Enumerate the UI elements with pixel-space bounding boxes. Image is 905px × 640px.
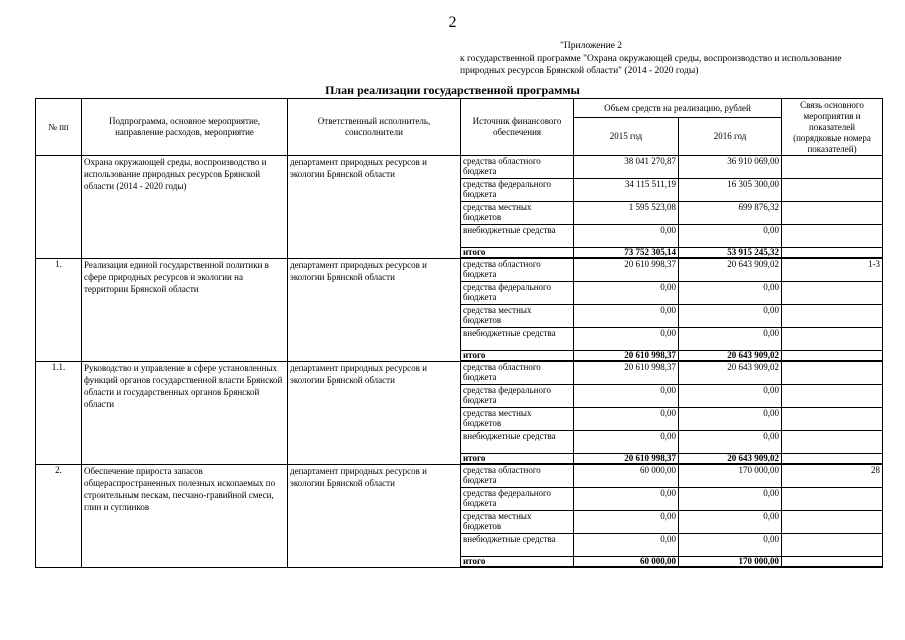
row-number: 2. [36, 464, 82, 567]
funding-source [461, 534, 574, 557]
funding-source-label: внебюджетные средства [463, 328, 556, 338]
funding-source [461, 464, 574, 488]
total-label: итого [461, 454, 574, 465]
indicator-link [782, 179, 883, 202]
amount-2015: 0,00 [574, 385, 679, 408]
total-2016: 170 000,00 [679, 557, 782, 568]
indicator-link [782, 305, 883, 328]
header-num: № пп [36, 99, 82, 156]
total-2015: 20 610 998,37 [574, 351, 679, 362]
amount-2016: 0,00 [679, 282, 782, 305]
total-2015: 60 000,00 [574, 557, 679, 568]
funding-source [461, 258, 574, 282]
amount-2015: 20 610 998,37 [574, 361, 679, 385]
funding-source [461, 385, 574, 408]
amount-2016: 0,00 [679, 225, 782, 248]
indicator-link [782, 534, 883, 557]
indicator-link [782, 385, 883, 408]
funding-source [461, 156, 574, 179]
indicator-link [782, 328, 883, 351]
total-2015: 20 610 998,37 [574, 454, 679, 465]
executor: департамент природных ресурсов и экологии Брянской области [288, 156, 461, 259]
funding-source-label: средства областного бюджета [463, 259, 541, 279]
amount-2016: 170 000,00 [679, 464, 782, 488]
table-row [36, 156, 883, 179]
appendix-note [460, 40, 890, 78]
amount-2016: 0,00 [679, 534, 782, 557]
funding-source-label: средства местных бюджетов [463, 202, 532, 222]
amount-2015: 38 041 270,87 [574, 156, 679, 179]
total-label: итого [461, 248, 574, 259]
table-header [36, 99, 883, 156]
amount-2015: 0,00 [574, 408, 679, 431]
indicator-link [782, 557, 883, 568]
amount-2015: 0,00 [574, 225, 679, 248]
funding-source [461, 488, 574, 511]
executor: департамент природных ресурсов и экологии Брянской области [288, 464, 461, 567]
funding-source-label: средства федерального бюджета [463, 385, 551, 405]
amount-2016: 0,00 [679, 408, 782, 431]
amount-2016: 16 305 300,00 [679, 179, 782, 202]
funding-source [461, 282, 574, 305]
row-number: 1. [36, 258, 82, 361]
indicator-link [782, 361, 883, 385]
total-2015: 73 752 305,14 [574, 248, 679, 259]
table-row [36, 464, 883, 488]
header-source: Источник финансового обеспечения [461, 99, 574, 156]
indicator-link [782, 408, 883, 431]
amount-2016: 36 910 069,00 [679, 156, 782, 179]
indicator-link [782, 156, 883, 179]
table-row [36, 258, 883, 282]
indicator-link: 1-3 [782, 258, 883, 282]
indicator-link [782, 225, 883, 248]
activity-name: Обеспечение прироста запасов общераспространенных полезных ископаемых по строительным пескам, песчано-гравийной смеси, глин и суглинков [82, 464, 288, 567]
funding-source [461, 225, 574, 248]
document-title: План реализации государственной программы [325, 83, 580, 97]
header-year-2016: 2016 год [679, 118, 782, 156]
funding-source [461, 511, 574, 534]
header-name: Подпрограмма, основное мероприятие, направление расходов, мероприятие [82, 99, 288, 156]
amount-2015: 0,00 [574, 488, 679, 511]
plan-table [35, 98, 883, 568]
activity-name: Охрана окружающей среды, воспроизводство и использование природных ресурсов Брянской области (2014 - 2020 годы) [82, 156, 288, 259]
amount-2015: 0,00 [574, 282, 679, 305]
indicator-link [782, 488, 883, 511]
funding-source-label: средства местных бюджетов [463, 305, 532, 325]
funding-source [461, 179, 574, 202]
amount-2016: 0,00 [679, 431, 782, 454]
amount-2015: 20 610 998,37 [574, 258, 679, 282]
amount-2015: 0,00 [574, 328, 679, 351]
amount-2015: 0,00 [574, 305, 679, 328]
indicator-link [782, 282, 883, 305]
total-label: итого [461, 557, 574, 568]
appendix-line-2: к государственной программе "Охрана окружающей среды, воспроизводство и использование [460, 53, 842, 64]
appendix-line-1: "Приложение 2 [560, 41, 622, 51]
funding-source-label: средства областного бюджета [463, 156, 541, 176]
amount-2016: 0,00 [679, 305, 782, 328]
funding-source-label: средства местных бюджетов [463, 511, 532, 531]
amount-2016: 20 643 909,02 [679, 361, 782, 385]
funding-source [461, 305, 574, 328]
funding-source [461, 328, 574, 351]
row-number [36, 156, 82, 259]
table-row [36, 361, 883, 385]
header-executor: Ответственный исполнитель, соисполнители [288, 99, 461, 156]
funding-source-label: средства федерального бюджета [463, 282, 551, 302]
amount-2015: 0,00 [574, 511, 679, 534]
funding-source [461, 202, 574, 225]
amount-2015: 1 595 523,08 [574, 202, 679, 225]
header-volume: Объем средств на реализацию, рублей [574, 99, 782, 118]
funding-source-label: средства федерального бюджета [463, 488, 551, 508]
funding-source-label: средства областного бюджета [463, 465, 541, 485]
funding-source-label: внебюджетные средства [463, 534, 556, 544]
funding-source [461, 431, 574, 454]
amount-2016: 20 643 909,02 [679, 258, 782, 282]
funding-source [461, 361, 574, 385]
amount-2016: 699 876,32 [679, 202, 782, 225]
indicator-link [782, 351, 883, 362]
total-2016: 20 643 909,02 [679, 351, 782, 362]
activity-name: Руководство и управление в сфере установленных функций органов государственной власти Брянской области и государственных органов Брянской области [82, 361, 288, 464]
total-2016: 53 915 245,32 [679, 248, 782, 259]
row-number: 1.1. [36, 361, 82, 464]
indicator-link [782, 431, 883, 454]
indicator-link [782, 202, 883, 225]
funding-source-label: внебюджетные средства [463, 431, 556, 441]
header-year-2015: 2015 год [574, 118, 679, 156]
amount-2015: 0,00 [574, 431, 679, 454]
page-number: 2 [448, 14, 457, 31]
executor: департамент природных ресурсов и экологии Брянской области [288, 258, 461, 361]
amount-2016: 0,00 [679, 511, 782, 534]
funding-source-label: средства областного бюджета [463, 362, 541, 382]
indicator-link [782, 454, 883, 465]
indicator-link: 28 [782, 464, 883, 488]
amount-2016: 0,00 [679, 385, 782, 408]
amount-2016: 0,00 [679, 488, 782, 511]
funding-source-label: средства федерального бюджета [463, 179, 551, 199]
executor: департамент природных ресурсов и экологии Брянской области [288, 361, 461, 464]
funding-source [461, 408, 574, 431]
indicator-link [782, 511, 883, 534]
table-body [36, 156, 883, 568]
amount-2015: 0,00 [574, 534, 679, 557]
total-2016: 20 643 909,02 [679, 454, 782, 465]
amount-2016: 0,00 [679, 328, 782, 351]
amount-2015: 34 115 511,19 [574, 179, 679, 202]
amount-2015: 60 000,00 [574, 464, 679, 488]
appendix-line-3: природных ресурсов Брянской области" (2014 - 2020 годы) [460, 66, 699, 76]
activity-name: Реализация единой государственной политики в сфере природных ресурсов и экологии на территории Брянской области [82, 258, 288, 361]
header-link: Связь основного мероприятия и показателей (порядковые номера показателей) [782, 99, 883, 156]
total-label: итого [461, 351, 574, 362]
funding-source-label: средства местных бюджетов [463, 408, 532, 428]
indicator-link [782, 248, 883, 259]
funding-source-label: внебюджетные средства [463, 225, 556, 235]
